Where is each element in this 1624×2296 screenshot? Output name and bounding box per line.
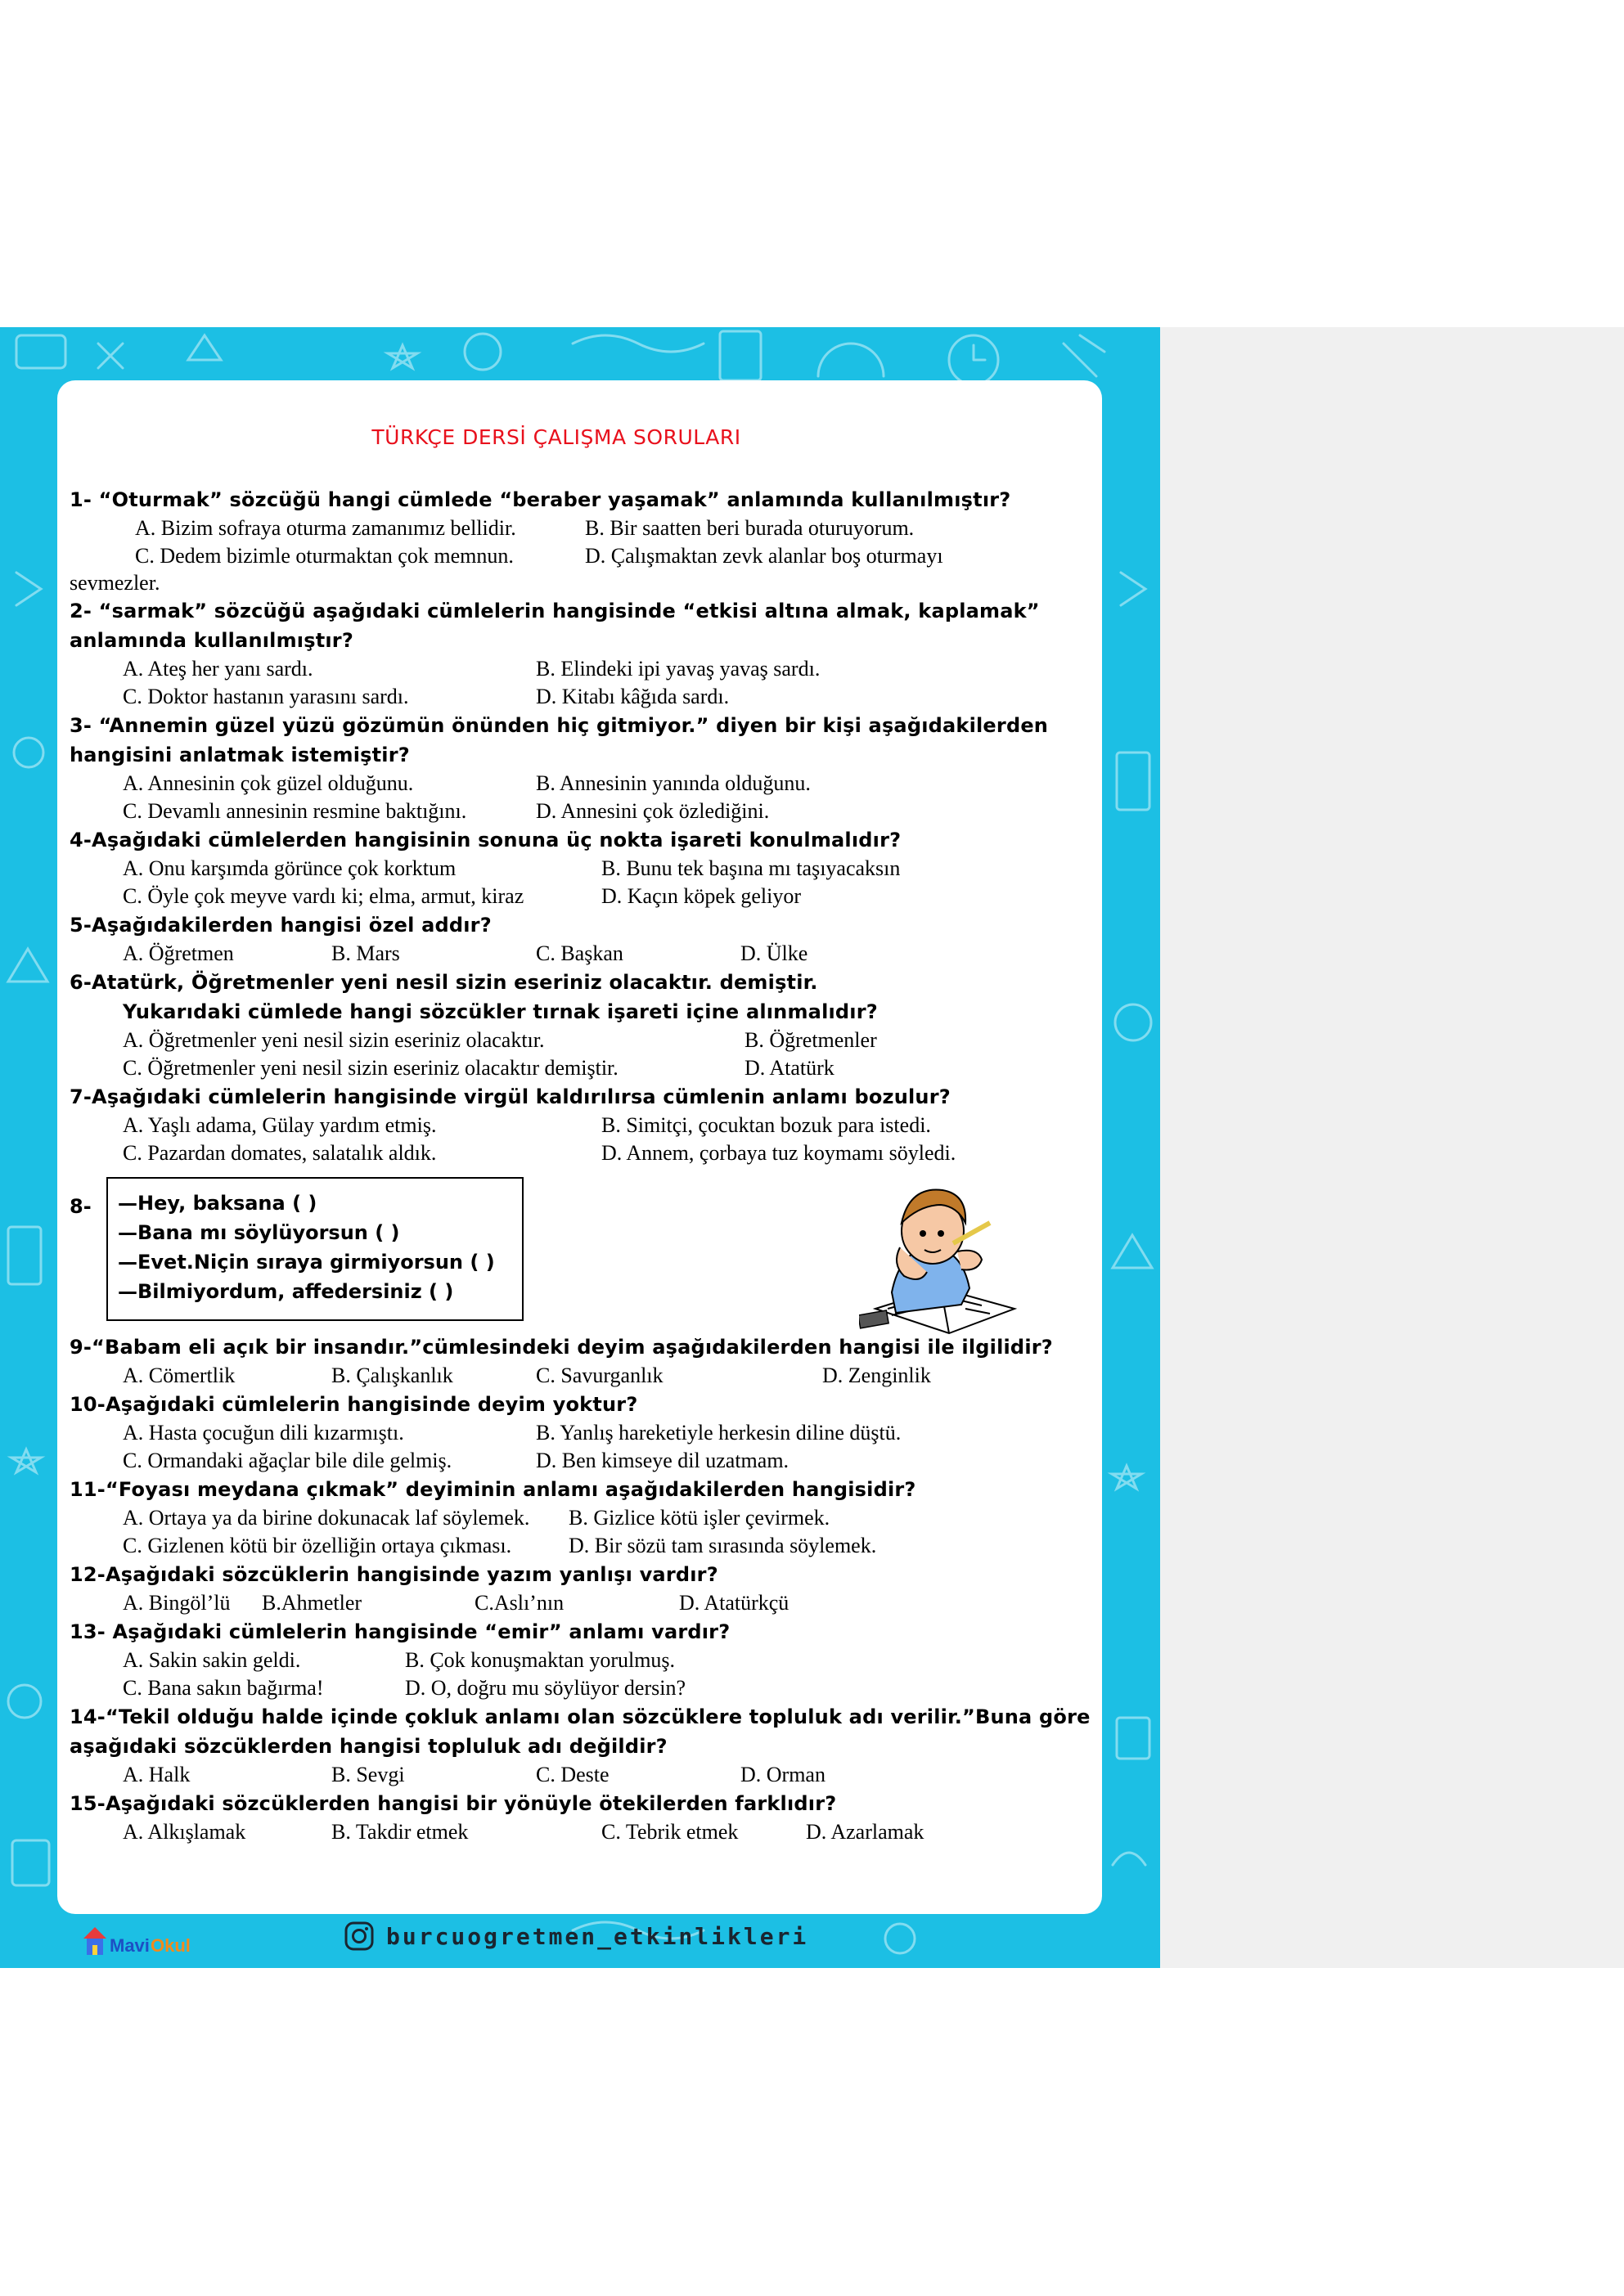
instagram-handle[interactable] — [344, 1921, 808, 1952]
option-b[interactable]: B. Gizlice kötü işler çevirmek. — [569, 1506, 830, 1530]
options-row — [70, 1419, 1092, 1447]
option-b[interactable]: B.Ahmetler — [262, 1591, 362, 1615]
question-text: 3- “Annemin güzel yüzü gözümün önünden hiç gitmiyor.” diyen bir kişi aşağıdakilerden hangisini anlatmak istemiştir? — [70, 714, 1049, 766]
options-row — [70, 514, 1092, 542]
option-a[interactable]: A. Öğretmenler yeni nesil sizin eseriniz olacaktır. — [123, 1028, 545, 1052]
options-row — [70, 883, 1092, 910]
student-reading-illustration — [859, 1186, 1023, 1341]
option-c[interactable]: C. Deste — [536, 1763, 610, 1786]
option-a[interactable]: A. Bizim sofraya oturma zamanımız bellidir. — [135, 516, 516, 540]
option-c[interactable]: C. Öğretmenler yeni nesil sizin eseriniz olacaktır demiştir. — [123, 1056, 619, 1080]
question-text: 5-Aşağıdakilerden hangisi özel addır? — [70, 914, 492, 937]
option-a[interactable]: A. Ortaya ya da birine dokunacak laf söylemek. — [123, 1506, 530, 1530]
options-row — [70, 1674, 1092, 1702]
option-c[interactable]: C. Dedem bizimle oturmaktan çok memnun. — [135, 544, 514, 568]
options-row — [70, 1027, 1092, 1054]
question-text: 7-Aşağıdaki cümlelerin hangisinde virgül kaldırılırsa cümlenin anlamı bozulur? — [70, 1085, 951, 1108]
option-c[interactable]: C. Ormandaki ağaçlar bile dile gelmiş. — [123, 1449, 452, 1472]
option-d[interactable]: D. Orman — [740, 1763, 825, 1786]
options-row — [70, 542, 1092, 570]
option-b[interactable]: B. Bir saatten beri burada oturuyorum. — [585, 516, 915, 540]
question-text: 13- Aşağıdaki cümlelerin hangisinde “emir” anlamı vardır? — [70, 1620, 731, 1643]
options-row — [70, 1589, 1092, 1617]
option-b[interactable]: B. Öğretmenler — [745, 1028, 877, 1052]
instagram-handle-text: burcuogretmen_etkinlikleri — [386, 1922, 809, 1950]
options-row — [70, 940, 1092, 968]
instagram-icon — [344, 1921, 375, 1952]
option-c[interactable]: C. Bana sakın bağırma! — [123, 1676, 324, 1700]
option-d[interactable]: D. Azarlamak — [806, 1820, 924, 1844]
option-b[interactable]: B. Mars — [331, 941, 400, 965]
option-c[interactable]: C. Pazardan domates, salatalık aldık. — [123, 1141, 437, 1165]
option-d[interactable]: D. Zenginlik — [822, 1364, 931, 1387]
question-text: 6-Atatürk, Öğretmenler yeni nesil sizin eseriniz olacaktır. demiştir. — [70, 971, 818, 994]
option-b[interactable]: B. Bunu tek başına mı taşıyacaksın — [601, 856, 901, 880]
options-row — [70, 855, 1092, 883]
option-a[interactable]: A. Sakin sakin geldi. — [123, 1648, 301, 1672]
option-a[interactable]: A. Onu karşımda görünce çok korktum — [123, 856, 457, 880]
option-d[interactable]: D. Atatürkçü — [679, 1591, 790, 1615]
question-text: 10-Aşağıdaki cümlelerin hangisinde deyim yoktur? — [70, 1393, 638, 1416]
option-c[interactable]: C. Savurganlık — [536, 1364, 664, 1387]
question-number: 8- — [70, 1195, 92, 1218]
options-row — [70, 683, 1092, 711]
dialogue-line: —Bana mı söylüyorsun ( ) — [118, 1221, 400, 1244]
option-b[interactable]: B. Sevgi — [331, 1763, 405, 1786]
question-text: 4-Aşağıdaki cümlelerden hangisinin sonuna üç nokta işareti konulmalıdır? — [70, 829, 902, 851]
option-d[interactable]: D. Ülke — [740, 941, 808, 965]
question-text: 15-Aşağıdaki sözcüklerden hangisi bir yönüyle ötekilerden farklıdır? — [70, 1792, 837, 1815]
option-a[interactable]: A. Cömertlik — [123, 1364, 236, 1387]
option-b[interactable]: B. Elindeki ipi yavaş yavaş sardı. — [536, 657, 821, 681]
options-row — [70, 1054, 1092, 1082]
options-row — [70, 1112, 1092, 1139]
dialogue-line: —Bilmiyordum, affedersiniz ( ) — [118, 1280, 454, 1303]
gray-side-pane — [1160, 327, 1624, 1968]
option-a[interactable]: A. Yaşlı adama, Gülay yardım etmiş. — [123, 1113, 437, 1137]
option-a[interactable]: A. Halk — [123, 1763, 191, 1786]
option-d[interactable]: D. Kaçın köpek geliyor — [601, 884, 802, 908]
worksheet-frame — [0, 327, 1160, 1968]
option-c[interactable]: C. Başkan — [536, 941, 623, 965]
option-a[interactable]: A. Hasta çocuğun dili kızarmıştı. — [123, 1421, 404, 1445]
option-d[interactable]: D. Atatürk — [745, 1056, 834, 1080]
option-d[interactable]: D. Çalışmaktan zevk alanlar boş oturmayı — [585, 544, 943, 568]
mavi-okul-logo — [82, 1922, 196, 1961]
option-a[interactable]: A. Ateş her yanı sardı. — [123, 657, 313, 681]
option-a[interactable]: A. Bingöl’lü — [123, 1591, 231, 1615]
option-b[interactable]: B. Yanlış hareketiyle herkesin diline düştü. — [536, 1421, 902, 1445]
logo-mavi-text: Mavi — [110, 1935, 150, 1956]
option-b[interactable]: B. Simitçi, çocuktan bozuk para istedi. — [601, 1113, 931, 1137]
question-subtext: Yukarıdaki cümlede hangi sözcükler tırnak işareti içine alınmalıdır? — [123, 1000, 878, 1023]
options-row — [70, 1761, 1092, 1789]
option-c[interactable]: C. Doktor hastanın yarasını sardı. — [123, 685, 409, 708]
options-row — [70, 1362, 1092, 1390]
dialogue-box — [106, 1177, 524, 1321]
dialogue-line: —Evet.Niçin sıraya girmiyorsun ( ) — [118, 1251, 495, 1274]
question-text: 11-“Foyası meydana çıkmak” deyiminin anlamı aşağıdakilerden hangisidir? — [70, 1478, 916, 1501]
option-a[interactable]: A. Öğretmen — [123, 941, 234, 965]
option-c[interactable]: C. Tebrik etmek — [601, 1820, 739, 1844]
option-d[interactable]: D. Bir sözü tam sırasında söylemek. — [569, 1534, 877, 1557]
option-continuation: sevmezler. — [70, 571, 160, 595]
logo-okul-text: Okul — [151, 1935, 191, 1956]
question-text: 1- “Oturmak” sözcüğü hangi cümlede “beraber yaşamak” anlamında kullanılmıştır? — [70, 488, 1011, 511]
option-d[interactable]: D. Ben kimseye dil uzatmam. — [536, 1449, 790, 1472]
option-a[interactable]: A. Annesinin çok güzel olduğunu. — [123, 771, 414, 795]
worksheet-title: TÜRKÇE DERSİ ÇALIŞMA SORULARI — [371, 425, 741, 449]
option-d[interactable]: D. Annem, çorbaya tuz koymamı söyledi. — [601, 1141, 956, 1165]
question-text: 9-“Babam eli açık bir insandır.”cümlesindeki deyim aşağıdakilerden hangisi ile ilgilidir? — [70, 1336, 1053, 1359]
option-a[interactable]: A. Alkışlamak — [123, 1820, 246, 1844]
options-row — [70, 798, 1092, 825]
option-b[interactable]: B. Annesinin yanında olduğunu. — [536, 771, 811, 795]
option-c[interactable]: C. Devamlı annesinin resmine baktığını. — [123, 799, 467, 823]
question-text: 14-“Tekil olduğu halde içinde çokluk anlamı olan sözcüklere topluluk adı verilir.”Buna göre aşağıdaki sözcüklerden hangisi topluluk adı değildir? — [70, 1705, 1091, 1758]
options-row — [70, 1504, 1092, 1532]
option-d[interactable]: D. Kitabı kâğıda sardı. — [536, 685, 730, 708]
question-text: 12-Aşağıdaki sözcüklerin hangisinde yazım yanlışı vardır? — [70, 1563, 718, 1586]
option-b[interactable]: B. Çalışkanlık — [331, 1364, 453, 1387]
options-row — [70, 1139, 1092, 1167]
options-row — [70, 1532, 1092, 1560]
option-b[interactable]: B. Çok konuşmaktan yorulmuş. — [405, 1648, 676, 1672]
options-row — [70, 1647, 1092, 1674]
option-c[interactable]: C. Gizlenen kötü bir özelliğin ortaya çıkması. — [123, 1534, 512, 1557]
dialogue-line: —Hey, baksana ( ) — [118, 1192, 317, 1215]
question-text: 2- “sarmak” sözcüğü aşağıdaki cümlelerin hangisinde “etkisi altına almak, kaplamak” anlamında kullanılmıştır? — [70, 600, 1040, 652]
option-b[interactable]: B. Takdir etmek — [331, 1820, 469, 1844]
options-row — [70, 655, 1092, 683]
option-d[interactable]: D. O, doğru mu söylüyor dersin? — [405, 1676, 686, 1700]
option-c[interactable]: C. Öyle çok meyve vardı ki; elma, armut, kiraz — [123, 884, 524, 908]
questions-area — [70, 485, 1092, 1846]
options-row — [70, 1447, 1092, 1475]
options-row — [70, 1818, 1092, 1846]
option-c[interactable]: C.Aslı’nın — [475, 1591, 565, 1615]
option-d[interactable]: D. Annesini çok özlediğini. — [536, 799, 770, 823]
options-row — [70, 770, 1092, 798]
